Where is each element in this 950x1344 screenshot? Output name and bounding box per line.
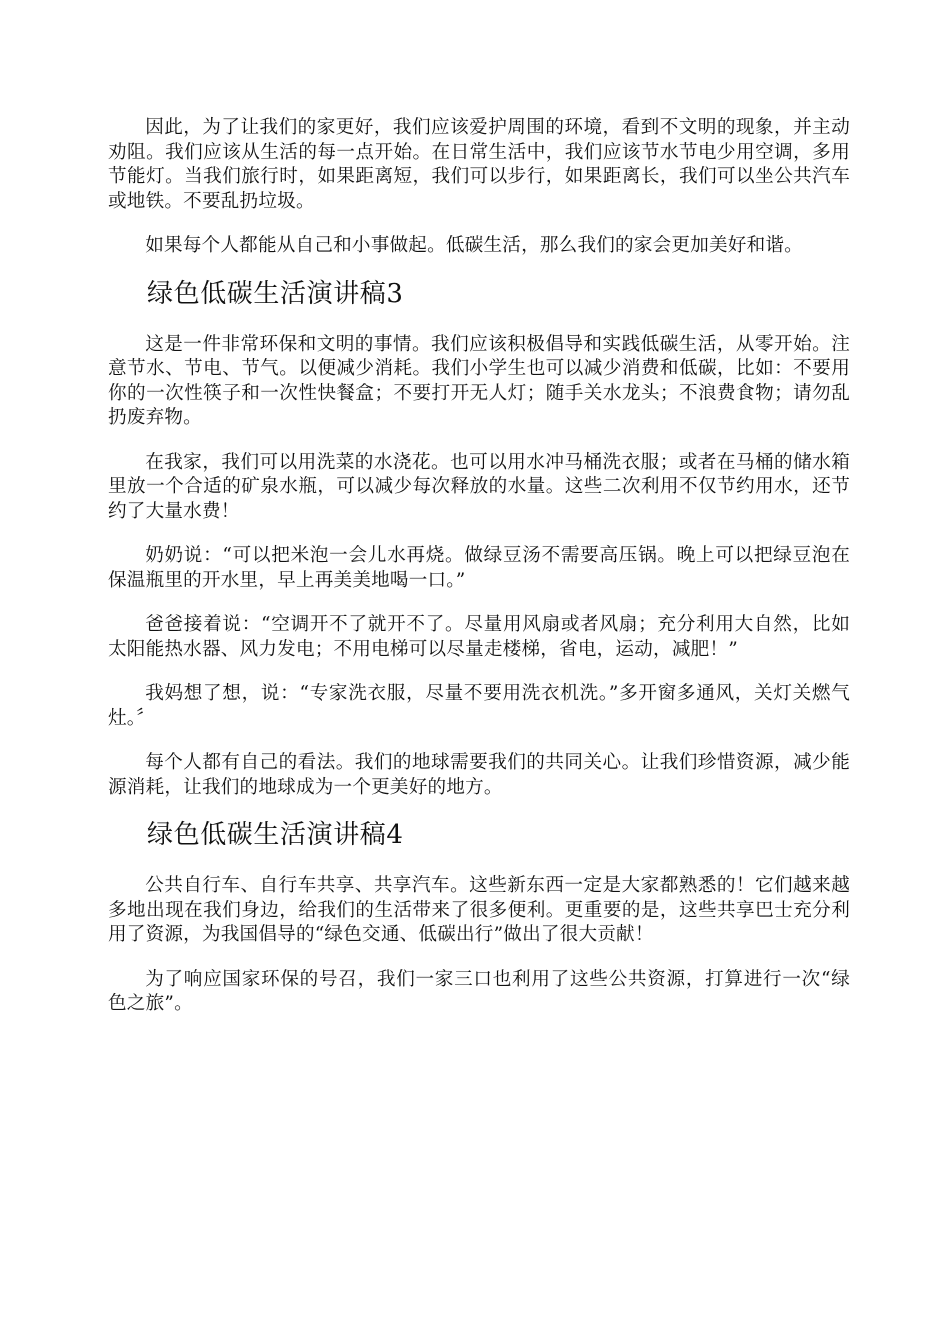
paragraph-6: 爸爸接着说：“空调开不了就开不了。尽量用风扇或者风扇；充分利用大自然，比如太阳能热水器、风力发电；不用电梯可以尽量走楼梯，省电，运动，减肥！” xyxy=(108,614,850,660)
section-heading-4: 绿色低碳生活演讲稿4 xyxy=(147,820,404,850)
section-heading-3: 绿色低碳生活演讲稿3 xyxy=(147,278,404,309)
paragraph-4: 在我家，我们可以用洗菜的水浇花。也可以用水冲马桶洗衣服；或者在马桶的储水箱里放一个合适的矿泉水瓶，可以减少每次释放的水量。这些二次利用不仅节约用水，还节约了大量水费！ xyxy=(108,451,850,522)
paragraph-gap xyxy=(108,593,850,613)
paragraph-gap xyxy=(108,431,850,451)
paragraph-9: 公共自行车、自行车共享、共享汽车。这些新东西一定是大家都熟悉的！它们越来越多地出现在我们身边，给我们的生活带来了很多便利。更重要的是，这些共享巴士充分利用了资源，为我国倡导的“绿色交通、低碳出行”做出了很大贡献！ xyxy=(108,875,850,945)
paragraph-gap xyxy=(108,524,850,544)
paragraph-gap xyxy=(108,948,850,968)
paragraph-1: 因此，为了让我们的家更好，我们应该爱护周围的环境，看到不文明的现象，并主动劝阻。我们应该从生活的每一点开始。在日常生活中，我们应该节水节电少用空调，多用节能灯。当我们旅行时，如果距离短，我们可以步行，如果距离长，我们可以坐公共汽车或地铁。不要乱扔垃圾。 xyxy=(108,117,850,212)
paragraph-10: 为了响应国家环保的号召，我们一家三口也利用了这些公共资源，打算进行一次“绿色之旅”。 xyxy=(108,968,850,1014)
paragraph-8: 每个人都有自己的看法。我们的地球需要我们的共同关心。让我们珍惜资源，减少能源消耗，让我们的地球成为一个更美好的地方。 xyxy=(108,752,850,798)
paragraph-2: 如果每个人都能从自己和小事做起。低碳生活，那么我们的家会更加美好和谐。 xyxy=(145,235,803,256)
paragraph-gap xyxy=(108,662,850,682)
paragraph-gap xyxy=(108,731,850,751)
heading-gap xyxy=(108,259,850,277)
paragraph-5: 奶奶说：“可以把米泡一会儿水再烧。做绿豆汤不需要高压锅。晚上可以把绿豆泡在保温瓶里的开水里，早上再美美地喝一口。” xyxy=(108,545,850,591)
document-page xyxy=(108,116,850,1017)
paragraph-7: 我妈想了想，说：“专家洗衣服，尽量不要用洗衣机洗。”多开窗多通风，关灯关燃气灶。〞 xyxy=(108,683,850,729)
heading-gap xyxy=(108,311,850,333)
heading-gap xyxy=(108,852,850,874)
paragraph-3: 这是一件非常环保和文明的事情。我们应该积极倡导和实践低碳生活，从零开始。注意节水、节电、节气。以便减少消耗。我们小学生也可以减少消费和低碳，比如：不要用你的一次性筷子和一次性快餐盒；不要打开无人灯；随手关水龙头；不浪费食物；请勿乱扔废弃物。 xyxy=(108,333,850,428)
heading-gap xyxy=(108,800,850,818)
paragraph-gap xyxy=(108,214,850,234)
